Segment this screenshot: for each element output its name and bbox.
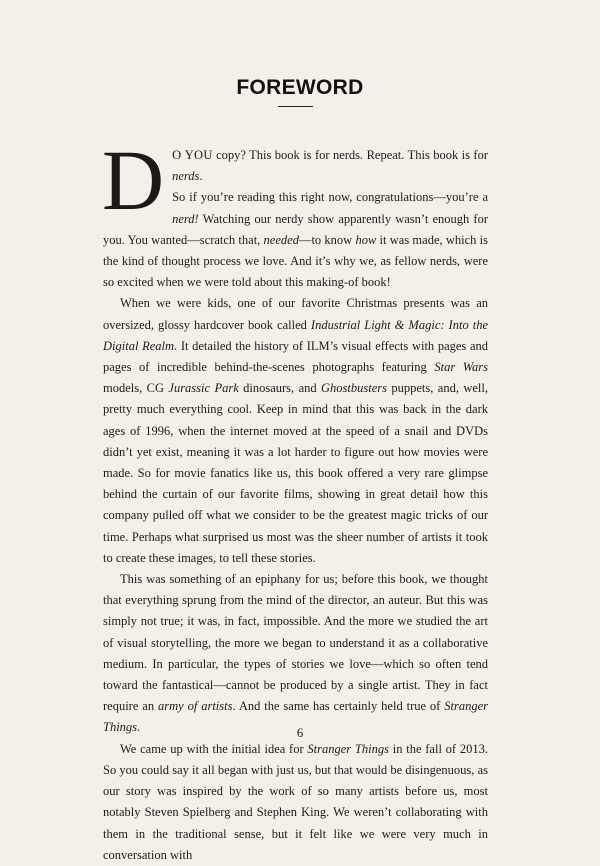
paragraph-1 <box>102 132 489 293</box>
paragraph-2 <box>103 293 488 569</box>
para1-text-a: copy? This book is for nerds. Repeat. This book is for <box>212 148 488 162</box>
title-rule <box>278 106 313 107</box>
para4-text-b: in the fall of 2013. So you could say it all began with just us, but that would be disingenuous, as our story was inspired by the work of so many artists before us, most notably Steven Spielberg and Stephen King. We weren’t collaborating with them in the traditional sense, but it felt like we were very much in conversation with <box>103 741 488 862</box>
para1-italic-c: needed <box>263 232 299 247</box>
page-title: FOREWORD <box>236 76 364 99</box>
lead-in-smallcaps: O YOU <box>172 148 213 162</box>
para2-italic-a: Industrial Light & Magic: Into the Digital Realm <box>103 317 488 353</box>
para1-italic-d: how <box>355 232 377 247</box>
para2-text-c: models, CG <box>103 381 169 396</box>
para1-text-e: —to know <box>298 232 356 247</box>
para1-text-d: Watching our nerdy show apparently wasn’t enough for you. You wanted—scratch that, <box>103 211 488 247</box>
para3-text-c: . <box>137 720 141 735</box>
para3-text-b: . And the same has certainly held true of <box>232 699 445 714</box>
para4-text-a: We came up with the initial idea for <box>120 741 308 756</box>
para2-text-a: When we were kids, one of our favorite Christmas presents was an oversized, glossy hardcover book called <box>103 296 488 332</box>
para3-text-a: This was something of an epiphany for us; before this book, we thought that everything sprung from the mind of the director, an auteur. But this was simply not true; it was, in fact, impossible. And the more we studied the art of visual storytelling, the more we began to understand it as a collaborative medium. In particular, the types of stories we love—which so often tend toward the fantastical—cannot be produced by a single artist. They in fact require an <box>103 572 488 714</box>
para3-italic-b: Stranger Things <box>103 699 488 735</box>
drop-cap: D <box>102 132 165 228</box>
para4-italic-a: Stranger Things <box>307 741 389 756</box>
para1-text-b: . <box>199 169 203 184</box>
para1-text-c: So if you’re reading this right now, congratulations—you’re a <box>172 190 488 205</box>
para2-italic-c: Jurassic Park <box>168 381 239 396</box>
foreword-body <box>102 132 489 866</box>
para2-italic-d: Ghostbusters <box>321 381 387 396</box>
para2-text-e: puppets, and, well, pretty much everything cool. Keep in mind that this was back in the dark ages of 1996, when the internet moved at the speed of a snail and DVDs didn’t yet exist, meaning it was a lot harder to figure out how movies were made. So for movie fanatics like us, this book offered a very rare glimpse behind the curtain of our favorite films, showing in great detail how this company pulled off what we consider to be the greatest magic tricks of our time. Perhaps what surprised us most was the sheer number of artists it took to create these images, to tell these stories. <box>103 381 488 565</box>
para3-italic-a: army of artists <box>158 699 233 714</box>
page-number: 6 <box>296 725 304 740</box>
para2-italic-b: Star Wars <box>434 360 488 375</box>
para2-text-b: . It detailed the history of ILM’s visual effects with pages and pages of incredible behind-the-scenes photographs featuring <box>103 338 489 375</box>
paragraph-4 <box>103 739 488 866</box>
para1-italic-b: nerd! <box>172 211 199 226</box>
para1-italic-a: nerds <box>172 169 200 184</box>
para1-text-f: it was made, which is the kind of thought process we love. And it’s why we, as fellow nerds, were so excited when we were told about this making-of book! <box>103 232 489 290</box>
paragraph-3 <box>103 569 488 739</box>
para2-text-d: dinosaurs, and <box>238 381 322 396</box>
